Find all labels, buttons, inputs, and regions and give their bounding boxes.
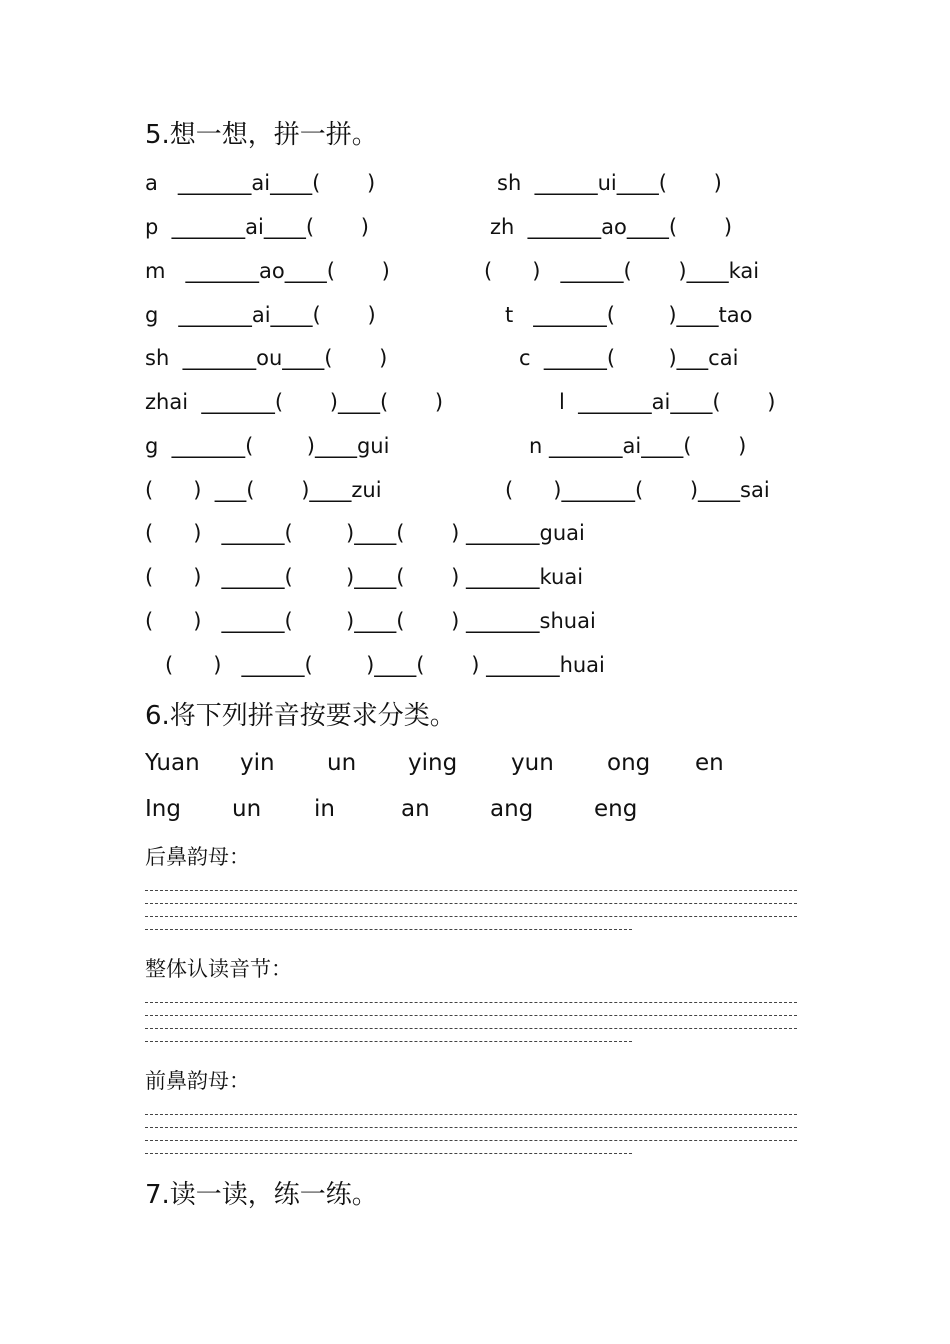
exercise-full: ( ) ______( )____( ) _______shuai <box>145 609 596 633</box>
exercise-row <box>0 518 950 548</box>
exercise-right: zh _______ao____( ) <box>490 215 733 239</box>
exercise-left: zhai _______( )____( ) <box>145 390 444 414</box>
pinyin-word: yin <box>240 750 275 776</box>
exercise-full: ( ) ______( )____( ) _______huai <box>145 653 605 677</box>
pinyin-word: un <box>327 750 357 776</box>
pinyin-line <box>0 746 950 780</box>
answer-line <box>145 916 797 918</box>
exercise-right: t _______( )____tao <box>505 303 753 327</box>
answer-line <box>145 1028 797 1030</box>
exercise-right: ( ) ______( )____kai <box>484 259 760 283</box>
answer-line <box>145 1002 797 1004</box>
pinyin-word: en <box>695 750 724 776</box>
exercise-row <box>0 300 950 330</box>
exercise-left: g _______ai____( ) <box>145 303 376 327</box>
exercise-right: c ______( )___cai <box>519 346 739 370</box>
exercise-row <box>0 475 950 505</box>
category-label-whole-syllables: 整体认读音节： <box>145 957 292 981</box>
answer-line <box>145 1114 797 1116</box>
pinyin-word: ying <box>408 750 458 776</box>
exercise-row <box>0 212 950 242</box>
pinyin-word: Yuan <box>145 750 200 776</box>
pinyin-word: an <box>401 796 430 822</box>
exercise-full: ( ) ______( )____( ) _______guai <box>145 521 585 545</box>
answer-line <box>145 1127 797 1129</box>
exercise-row <box>0 256 950 286</box>
answer-line <box>145 1041 632 1043</box>
exercise-right: ( )_______( )____sai <box>505 478 770 502</box>
pinyin-word: in <box>314 796 335 822</box>
exercise-row <box>0 343 950 373</box>
pinyin-word: Ing <box>145 796 181 822</box>
answer-lines <box>145 1002 797 1054</box>
exercise-row <box>0 387 950 417</box>
exercise-right: sh ______ui____( ) <box>497 171 722 195</box>
section-6-title: 6.将下列拼音按要求分类。 <box>145 701 456 731</box>
exercise-left: a _______ai____( ) <box>145 171 376 195</box>
exercise-left: g _______( )____gui <box>145 434 390 458</box>
exercise-row <box>0 606 950 636</box>
pinyin-word: un <box>232 796 262 822</box>
pinyin-word: ang <box>490 796 534 822</box>
exercise-row <box>0 562 950 592</box>
exercise-full: ( ) ______( )____( ) _______kuai <box>145 565 584 589</box>
category-label-front-nasal: 前鼻韵母： <box>145 1069 250 1093</box>
answer-line <box>145 929 632 931</box>
answer-line <box>145 903 797 905</box>
exercise-row <box>0 431 950 461</box>
section-7-title: 7.读一读，练一练。 <box>145 1180 378 1210</box>
answer-line <box>145 1140 797 1142</box>
exercise-row <box>0 168 950 198</box>
answer-line <box>145 890 797 892</box>
exercise-left: p _______ai____( ) <box>145 215 369 239</box>
exercise-right: n _______ai____( ) <box>529 434 747 458</box>
section-5-title: 5.想一想，拼一拼。 <box>145 120 378 150</box>
pinyin-word: eng <box>594 796 638 822</box>
answer-line <box>145 1153 632 1155</box>
pinyin-line <box>0 792 950 826</box>
exercise-right: l _______ai____( ) <box>559 390 776 414</box>
exercise-left: m _______ao____( ) <box>145 259 390 283</box>
category-label-back-nasal: 后鼻韵母： <box>145 845 250 869</box>
exercise-row <box>0 650 950 680</box>
answer-line <box>145 1015 797 1017</box>
pinyin-word: ong <box>607 750 651 776</box>
exercise-left: ( ) ___( )____zui <box>145 478 382 502</box>
pinyin-word: yun <box>511 750 554 776</box>
answer-lines <box>145 1114 797 1166</box>
answer-lines <box>145 890 797 942</box>
exercise-left: sh _______ou____( ) <box>145 346 388 370</box>
